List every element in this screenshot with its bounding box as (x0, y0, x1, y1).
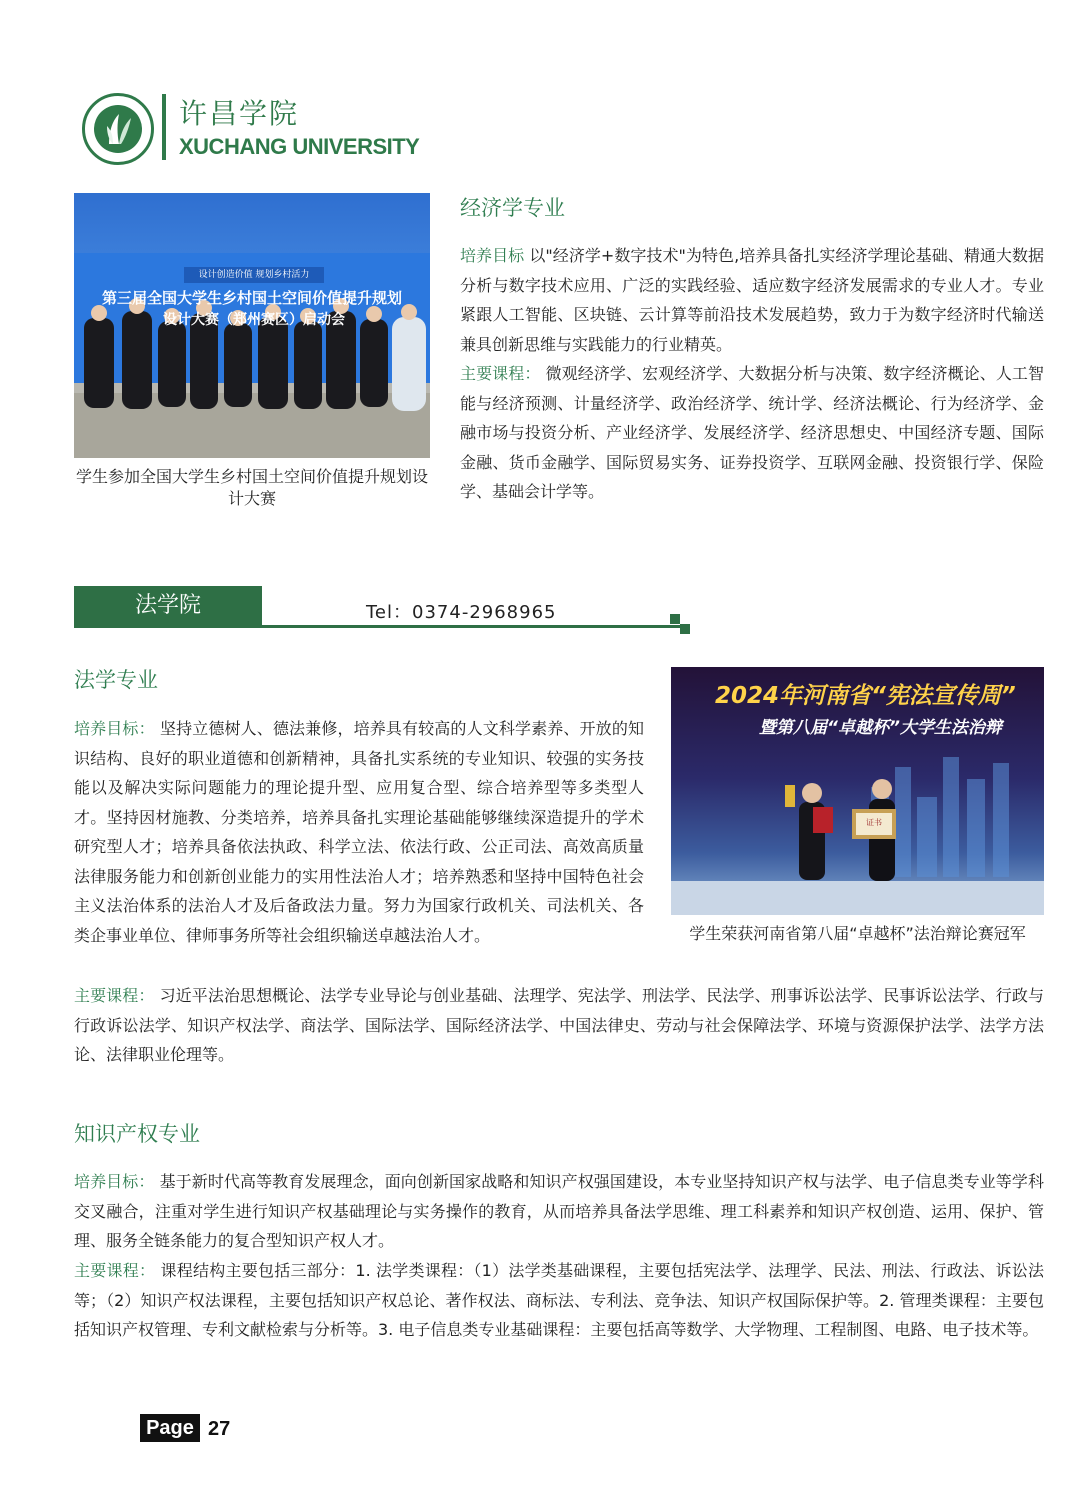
section-rule (74, 625, 684, 628)
photo-banner-line1: 第三届全国大学生乡村国土空间价值提升规划 (101, 289, 402, 307)
goal-label: 培养目标 (460, 246, 525, 265)
economics-photo (74, 193, 430, 458)
goal-text: 坚持立德树人、德法兼修，培养具有较高的人文科学素养、开放的知识结构、良好的职业道德和创新精神，具备扎实系统的专业知识、较强的实务技能以及解决实际问题能力的理论提升型、应用复合型、综合培养型等多类型人才。坚持因材施教、分类培养，培养具备扎实理论基础能够继续深造提升的学术研究型人才；培养具备依法执政、科学立法、依法行政、公正司法、高效高质量法律服务能力和创新创业能力的实用性法治人才；培养熟悉和坚持中国特色社会主义法治体系的法治人才及后备政法力量。努力为国家行政机关、司法机关、各类企事业单位、律师事务所等社会组织输送卓越法治人才。 (74, 719, 644, 945)
university-name-en: XUCHANG UNIVERSITY (179, 134, 420, 159)
ip-courses: 主要课程： 课程结构主要包括三部分：1. 法学类课程：（1）法学类基础课程，主要包括宪法学、法理学、民法、刑法、行政法、诉讼法等；（2）知识产权法课程，主要包括知识产权总论、著作权法、商标法、专利法、竞争法、知识产权国际保护等。2. 管理类课程：主要包括知识产权管理、专利文献检索与分析等。3. 电子信息类专业基础课程：主要包括高等数学、大学物理、工程制图、电路、电子技术等。 (74, 1261, 1044, 1339)
certificate-label: 证书 (866, 818, 882, 827)
law-photo-banner-line1: 2024年河南省“宪法宣传周” (715, 683, 1016, 709)
ip-goal: 培养目标： 基于新时代高等教育发展理念，面向创新国家战略和知识产权强国建设，本专业坚持知识产权与法学、电子信息类专业等学科交叉融合，注重对学生进行知识产权基础理论与实务操作的教育，从而培养具备法学思维、理工科素养和知识产权创造、运用、保护、管理、服务全链条能力的复合型知识产权人才。 (74, 1172, 1044, 1250)
section-phone: Tel：0374-2968965 (366, 602, 557, 623)
section-title: 法学院 (134, 593, 201, 618)
law-courses: 主要课程： 习近平法治思想概论、法学专业导论与创业基础、法理学、宪法学、刑法学、民法学、刑事诉讼法学、民事诉讼法学、行政与行政诉讼法学、知识产权法学、商法学、国际法学、国际经济法学、中国法律史、劳动与社会保障法学、环境与资源保护法学、法学方法论、法律职业伦理等。 (74, 986, 1044, 1064)
page-label: Page (140, 1414, 200, 1442)
university-name-cn: 许昌学院 (179, 97, 300, 130)
economics-heading: 经济学专业 (460, 196, 565, 220)
goal-text: 基于新时代高等教育发展理念，面向创新国家战略和知识产权强国建设，本专业坚持知识产权与法学、电子信息类专业等学科交叉融合，注重对学生进行知识产权基础理论与实务操作的教育，从而培养具备法学思维、理工科素养和知识产权创造、运用、保护、管理、服务全链条能力的复合型知识产权人才。 (74, 1172, 1044, 1250)
course-text: 习近平法治思想概论、法学专业导论与创业基础、法理学、宪法学、刑法学、民法学、刑事诉讼法学、民事诉讼法学、行政与行政诉讼法学、知识产权法学、商法学、国际法学、国际经济法学、中国法律史、劳动与社会保障法学、环境与资源保护法学、法学方法论、法律职业伦理等。 (74, 986, 1044, 1064)
course-text: 微观经济学、宏观经济学、大数据分析与决策、数字经济概论、人工智能与经济预测、计量经济学、政治经济学、统计学、经济法概论、行为经济学、金融市场与投资分析、产业经济学、发展经济学、经济思想史、中国经济专题、国际金融、货币金融学、国际贸易实务、证券投资学、互联网金融、投资银行学、保险学、基础会计学等。 (460, 364, 1044, 501)
economics-photo-caption: 学生参加全国大学生乡村国土空间价值提升规划设计大赛 (75, 467, 428, 508)
goal-label: 培养目标 (74, 1172, 139, 1191)
law-photo-banner-line2: 暨第八届“卓越杯”大学生法治辩 (759, 718, 1002, 738)
law-photo-caption: 学生荣获河南省第八届“卓越杯”法治辩论赛冠军 (689, 924, 1026, 943)
university-logo (82, 93, 154, 165)
goal-text: 以"经济学+数字技术"为特色,培养具备扎实经济学理论基础、精通大数据分析与数字技术应用、广泛的实践经验、适应数字经济发展需求的专业人才。专业紧跟人工智能、区块链、云计算等前沿技术发展趋势，致力于为数字经济时代输送兼具创新思维与实践能力的行业精英。 (460, 246, 1044, 354)
ip-heading: 知识产权专业 (74, 1122, 200, 1146)
rule-ornament (680, 624, 690, 634)
photo-banner-small: 设计创造价值 规划乡村活力 (184, 267, 324, 283)
rule-ornament (670, 614, 680, 624)
law-goal: 培养目标： 坚持立德树人、德法兼修，培养具有较高的人文科学素养、开放的知识结构、良好的职业道德和创新精神，具备扎实系统的专业知识、较强的实务技能以及解决实际问题能力的理论提升型、应用复合型、综合培养型等多类型人才。坚持因材施教、分类培养，培养具备扎实理论基础能够继续深造提升的学术研究型人才；培养具备依法执政、科学立法、依法行政、公正司法、高效高质量法律服务能力和创新创业能力的实用性法治人才；培养熟悉和坚持中国特色社会主义法治体系的法治人才及后备政法力量。努力为国家行政机关、司法机关、各类企事业单位、律师事务所等社会组织输送卓越法治人才。 (74, 719, 644, 945)
photo-banner-line2: 设计大赛（郑州赛区）启动会 (163, 312, 345, 328)
logo-leaf-icon (103, 112, 135, 148)
economics-goal (460, 241, 1044, 359)
economics-courses: 主要课程： 微观经济学、宏观经济学、大数据分析与决策、数字经济概论、人工智能与经济预测、计量经济学、政治经济学、统计学、经济法概论、行为经济学、金融市场与投资分析、产业经济学、发展经济学、经济思想史、中国经济专题、国际金融、货币金融学、国际贸易实务、证券投资学、互联网金融、投资银行学、保险学、基础会计学等。 (460, 364, 1044, 501)
course-text: 课程结构主要包括三部分：1. 法学类课程：（1）法学类基础课程，主要包括宪法学、法理学、民法、刑法、行政法、诉讼法等；（2）知识产权法课程，主要包括知识产权总论、著作权法、商标法、专利法、竞争法、知识产权国际保护等。2. 管理类课程：主要包括知识产权管理、专利文献检索与分析等。3. 电子信息类专业基础课程：主要包括高等数学、大学物理、工程制图、电路、电子技术等。 (74, 1261, 1044, 1339)
course-label: 主要课程 (460, 364, 525, 383)
course-label: 主要课程 (74, 986, 139, 1005)
course-label: 主要课程 (74, 1261, 139, 1280)
header-divider (162, 94, 166, 160)
law-photo (671, 667, 1044, 915)
page-number: 27 (208, 1418, 231, 1440)
goal-label: 培养目标 (74, 719, 139, 738)
law-heading: 法学专业 (74, 668, 158, 692)
